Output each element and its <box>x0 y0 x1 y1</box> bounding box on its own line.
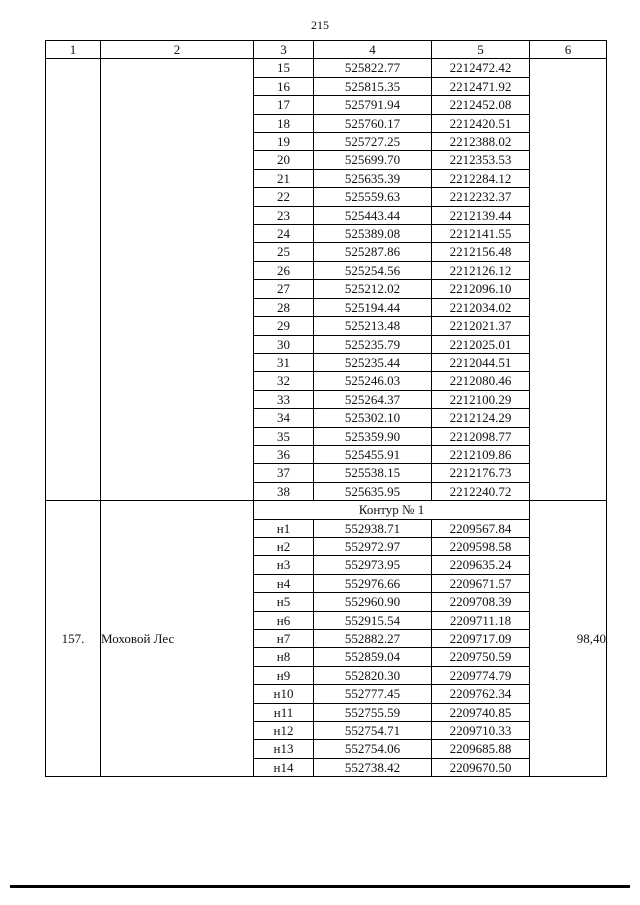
x-coordinate: 552960.90 <box>314 593 432 611</box>
y-coordinate: 2212471.92 <box>432 77 530 95</box>
x-coordinate: 525727.25 <box>314 133 432 151</box>
point-number: н6 <box>254 611 314 629</box>
x-coordinate: 525443.44 <box>314 206 432 224</box>
point-number: 35 <box>254 427 314 445</box>
x-coordinate: 552820.30 <box>314 666 432 684</box>
point-number: 23 <box>254 206 314 224</box>
point-number: 15 <box>254 59 314 77</box>
x-coordinate: 552738.42 <box>314 758 432 776</box>
x-coordinate: 552777.45 <box>314 685 432 703</box>
point-number: 32 <box>254 372 314 390</box>
y-coordinate: 2209567.84 <box>432 519 530 537</box>
y-coordinate: 2212124.29 <box>432 409 530 427</box>
contour-label: Контур № 1 <box>254 501 530 519</box>
y-coordinate: 2209750.59 <box>432 648 530 666</box>
header-col-4: 4 <box>314 41 432 59</box>
point-number: н1 <box>254 519 314 537</box>
point-number: 37 <box>254 464 314 482</box>
point-number: н5 <box>254 593 314 611</box>
point-number: н4 <box>254 574 314 592</box>
point-number: н13 <box>254 740 314 758</box>
y-coordinate: 2212472.42 <box>432 59 530 77</box>
x-coordinate: 552938.71 <box>314 519 432 537</box>
point-number: 36 <box>254 445 314 463</box>
table-body <box>46 59 607 777</box>
point-number: 33 <box>254 390 314 408</box>
y-coordinate: 2209671.57 <box>432 574 530 592</box>
point-number: н3 <box>254 556 314 574</box>
y-coordinate: 2212141.55 <box>432 225 530 243</box>
entry-name-cell <box>101 59 254 501</box>
x-coordinate: 525359.90 <box>314 427 432 445</box>
header-row <box>46 41 607 59</box>
y-coordinate: 2212109.86 <box>432 445 530 463</box>
x-coordinate: 552915.54 <box>314 611 432 629</box>
x-coordinate: 552972.97 <box>314 537 432 555</box>
y-coordinate: 2212284.12 <box>432 169 530 187</box>
point-number: 22 <box>254 188 314 206</box>
x-coordinate: 525235.44 <box>314 353 432 371</box>
x-coordinate: 552882.27 <box>314 630 432 648</box>
y-coordinate: 2212156.48 <box>432 243 530 261</box>
x-coordinate: 525254.56 <box>314 261 432 279</box>
x-coordinate: 525791.94 <box>314 96 432 114</box>
x-coordinate: 525213.48 <box>314 317 432 335</box>
x-coordinate: 525538.15 <box>314 464 432 482</box>
point-number: н14 <box>254 758 314 776</box>
entry-number: 157. <box>46 501 101 777</box>
entry-area: 98,40 <box>530 501 607 777</box>
y-coordinate: 2212100.29 <box>432 390 530 408</box>
page-number: 215 <box>311 18 329 32</box>
x-coordinate: 525455.91 <box>314 445 432 463</box>
x-coordinate: 525235.79 <box>314 335 432 353</box>
point-number: 20 <box>254 151 314 169</box>
y-coordinate: 2209670.50 <box>432 758 530 776</box>
point-number: н7 <box>254 630 314 648</box>
point-number: 18 <box>254 114 314 132</box>
point-number: н9 <box>254 666 314 684</box>
entry-number-cell <box>46 59 101 501</box>
y-coordinate: 2212098.77 <box>432 427 530 445</box>
point-number: 26 <box>254 261 314 279</box>
x-coordinate: 552755.59 <box>314 703 432 721</box>
header-col-6: 6 <box>530 41 607 59</box>
point-number: 25 <box>254 243 314 261</box>
bottom-rule <box>10 885 630 888</box>
x-coordinate: 525194.44 <box>314 298 432 316</box>
point-number: н11 <box>254 703 314 721</box>
y-coordinate: 2212034.02 <box>432 298 530 316</box>
point-number: 34 <box>254 409 314 427</box>
x-coordinate: 525212.02 <box>314 280 432 298</box>
y-coordinate: 2209710.33 <box>432 722 530 740</box>
y-coordinate: 2209717.09 <box>432 630 530 648</box>
y-coordinate: 2212353.53 <box>432 151 530 169</box>
y-coordinate: 2212126.12 <box>432 261 530 279</box>
y-coordinate: 2212021.37 <box>432 317 530 335</box>
point-number: 38 <box>254 482 314 500</box>
x-coordinate: 525815.35 <box>314 77 432 95</box>
point-number: н10 <box>254 685 314 703</box>
point-number: 30 <box>254 335 314 353</box>
y-coordinate: 2209740.85 <box>432 703 530 721</box>
point-number: 19 <box>254 133 314 151</box>
point-number: 31 <box>254 353 314 371</box>
y-coordinate: 2212452.08 <box>432 96 530 114</box>
point-number: 17 <box>254 96 314 114</box>
y-coordinate: 2209635.24 <box>432 556 530 574</box>
point-number: 29 <box>254 317 314 335</box>
header-col-1: 1 <box>46 41 101 59</box>
x-coordinate: 525635.95 <box>314 482 432 500</box>
y-coordinate: 2212232.37 <box>432 188 530 206</box>
x-coordinate: 525559.63 <box>314 188 432 206</box>
x-coordinate: 525635.39 <box>314 169 432 187</box>
table-row <box>46 501 607 519</box>
point-number: 21 <box>254 169 314 187</box>
y-coordinate: 2212044.51 <box>432 353 530 371</box>
entry-name: Моховой Лес <box>101 501 254 777</box>
y-coordinate: 2212080.46 <box>432 372 530 390</box>
point-number: н12 <box>254 722 314 740</box>
x-coordinate: 552859.04 <box>314 648 432 666</box>
point-number: н2 <box>254 537 314 555</box>
x-coordinate: 552976.66 <box>314 574 432 592</box>
y-coordinate: 2209711.18 <box>432 611 530 629</box>
point-number: 28 <box>254 298 314 316</box>
x-coordinate: 552973.95 <box>314 556 432 574</box>
y-coordinate: 2212025.01 <box>432 335 530 353</box>
point-number: 16 <box>254 77 314 95</box>
y-coordinate: 2212240.72 <box>432 482 530 500</box>
header-col-2: 2 <box>101 41 254 59</box>
table-header <box>46 41 607 59</box>
x-coordinate: 525822.77 <box>314 59 432 77</box>
point-number: 27 <box>254 280 314 298</box>
x-coordinate: 525246.03 <box>314 372 432 390</box>
y-coordinate: 2212420.51 <box>432 114 530 132</box>
y-coordinate: 2212096.10 <box>432 280 530 298</box>
header-col-5: 5 <box>432 41 530 59</box>
y-coordinate: 2209685.88 <box>432 740 530 758</box>
entry-area-cell <box>530 59 607 501</box>
x-coordinate: 525699.70 <box>314 151 432 169</box>
x-coordinate: 525302.10 <box>314 409 432 427</box>
coordinates-table <box>45 40 607 777</box>
x-coordinate: 552754.06 <box>314 740 432 758</box>
x-coordinate: 525264.37 <box>314 390 432 408</box>
y-coordinate: 2209708.39 <box>432 593 530 611</box>
x-coordinate: 552754.71 <box>314 722 432 740</box>
y-coordinate: 2212139.44 <box>432 206 530 224</box>
y-coordinate: 2209774.79 <box>432 666 530 684</box>
y-coordinate: 2209762.34 <box>432 685 530 703</box>
x-coordinate: 525389.08 <box>314 225 432 243</box>
x-coordinate: 525760.17 <box>314 114 432 132</box>
y-coordinate: 2212388.02 <box>432 133 530 151</box>
table-row <box>46 59 607 77</box>
y-coordinate: 2212176.73 <box>432 464 530 482</box>
point-number: 24 <box>254 225 314 243</box>
y-coordinate: 2209598.58 <box>432 537 530 555</box>
header-col-3: 3 <box>254 41 314 59</box>
x-coordinate: 525287.86 <box>314 243 432 261</box>
point-number: н8 <box>254 648 314 666</box>
